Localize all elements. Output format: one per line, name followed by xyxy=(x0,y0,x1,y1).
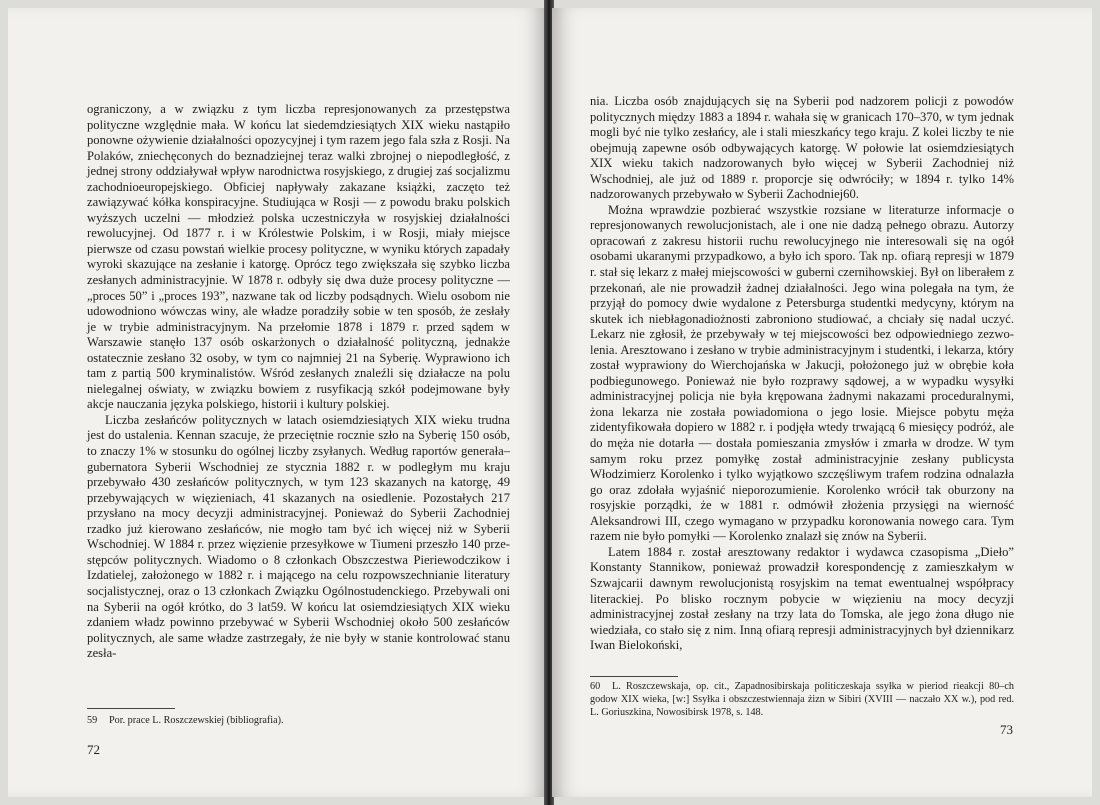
page-number-right: 73 xyxy=(1000,722,1013,737)
left-page-body xyxy=(87,102,510,662)
left-page xyxy=(8,8,546,797)
footnote-text: L. Roszczewskaja, op. cit., Zapadnosibirskaja politiczeskaja ssyłka w pieriod rieakcji 80–ch godow XIX wieka, [w:] Ssyłka i obszczestwiennaja żizn w Sibiri (XVIII — naczało XX w.), pod red. L. Goriuszkina, Nowosibirsk 1978, s. 148. xyxy=(590,681,1014,718)
footnote-rule xyxy=(87,708,175,709)
left-footnote xyxy=(87,714,510,727)
page-number-left: 72 xyxy=(87,742,100,757)
footnote-rule xyxy=(590,676,678,677)
footnote-number: 60 xyxy=(590,681,601,692)
footnote-number: 59 xyxy=(87,715,98,726)
left-paragraph-2: Liczba zesłańców politycznych w latach osiemdziesiątych XIX wieku trudna jest do ustalenia. Kennan szacuje, że przeciętnie rocznie szło na Syberię 150 osób, to znaczy 1% w stosunku do ogólnej liczby zsyłanych. Według raportów generała–gubernatora Syberii Wschodniej ze stycznia 1882 r. w podległym mu kraju przebywało 430 zesłańców politycznych, w tym 123 skazanych na katorgę, 49 przebywających w więzieniach, 41 skazanych na osiedlenie. Pozostałych 217 przysłano na mocy decyzji administracyjnej. Ponieważ do Syberii Zachodniej rzadko już kierowano zesłańców, nie mogło tam być ich więcej niż w Syberii Wschodniej. W 1884 r. przez więzienie przesyłkowe w Tiumeni przeszło 140 przestępców politycznych. Wiadomo o 8 członkach Obszczestwa Pieriewodczikow i Izdatielej, założonego w 1882 r. i mającego na celu rozpowszechnianie literatury socjalistycznej, oraz o 13 członkach Związku Ogólnostudenckiego. Przebywali oni na Syberii na ogół krótko, do 3 lat59. W końcu lat osiemdziesiątych XIX wieku zdaniem władz powinno przebywać w Syberii Wschodniej około 500 zesłańców politycznych, ale same władze zastrzegały, że nie były w stanie kontrolować stanu zesła- xyxy=(87,412,510,661)
footnote-text: Por. prace L. Roszczewskiej (bibliografia). xyxy=(109,715,284,726)
right-footnote xyxy=(590,680,1014,719)
right-page-body xyxy=(590,94,1014,654)
right-paragraph-2: Można wprawdzie pozbierać wszystkie rozsiane w literaturze informacje o represjonowanych rewolucjonistach, ale i one nie dadzą pełnego obrazu. Autorzy opracowań z zakresu historii ruchu rewolucyjnego nie interesowali się na ogół osobami ukaranymi przypadkowo, a było ich sporo. Tak np. ofiarą represji w 1879 r. stał się lekarz z małej miejscowości w guberni czernihowskiej. Był on liberałem z przekonań, ale nie prowadził żadnej działalności. Jego wina polegała na tym, że przyjął do pomocy dwie wydalone z Petersburga studentki medycyny, którym na skutek ich niebłagonadiożnosti zabroniono studiować, a chciały się nadal uczyć. Lekarz nie zgłosił, że przebywały w tej miejscowości bez odpowiedniego zezwolenia. Aresztowano i zesłano w trybie administracyjnym i studentki, i lekarza, który został wyprawiony do Wierchojańska w Jakucji, położonego już w obrębie koła podbiegunowego. Ponieważ nie było rozprawy sądowej, a w wypadku wysyłki administracyjnej policja nie była krępowana żadnymi nakazami proceduralnymi, żona lekarza nie została powiadomiona o jego losie. Miejsce pobytu męża zidentyfikowała dopiero w 1882 r. i podjęła wtedy trwającą 6 miesięcy podróż, ale do męża nie dotarła — dostała pomieszania zmysłów i zmarła w drodze. W tym samym roku przez pomyłkę został administracyjnie zesłany publicysta Włodzimierz Korolenko i tylko wyjątkowo szczęśliwym trafem rodzina odnalazła go oraz zdołała wyjaśnić nieporozumienie. Korolenko wrócił tak oburzony na rosyjskie porządki, że w 1881 r. odmówił złożenia przysięgi na wierność Aleksandrowi III, czego wymagano w przypadku koronowania nowego cara. Tym razem nie było pomyłki — Korolenko znalazł się znów na Syberii. xyxy=(590,202,1014,544)
right-page xyxy=(552,8,1092,797)
right-paragraph-1: nia. Liczba osób znajdujących się na Syberii pod nadzorem policji z powodów politycznych między 1883 a 1894 r. wahała się w granicach 170–370, w tym jednak mogli być nie tylko zesłańcy, ale i stali mieszkańcy tego kraju. Z kolei liczby te nie obejmują zapewne osób odbywających katorgę. W połowie lat osiemdziesiątych XIX wieku takich nadzorowanych było więcej w Syberii Zachodniej niż Wschodniej, ale już od 1889 r. proporcje się odwróciły; w 1894 r. tylko 14% nadzorowanych przebywało w Syberii Zachodniej60. xyxy=(590,94,1014,202)
right-paragraph-3: Latem 1884 r. został aresztowany redaktor i wydawca czasopisma „Dieło” Konstanty Stannikow, ponieważ prowadził korespondencję z zamieszkałym w Szwajcarii dawnym rewolucjonistą rosyjskim na temat ewentualnej współpracy literackiej. Po blisko rocznym pobycie w więzieniu na mocy decyzji administracyjnej został zesłany na trzy lata do Tomska, ale jego żona długo nie wiedziała, co stało się z nim. Inną ofiarą represji administracyjnych był dziennikarz Iwan Bielokoński, xyxy=(590,544,1014,653)
left-paragraph-1: ograniczony, a w związku z tym liczba represjonowanych za przestępstwa polityczne względnie mała. W końcu lat siedemdziesiątych XIX wieku nastąpiło ponowne ożywienie działalności opozycyjnej i tym razem jego fala szła z Rosji. Na Polaków, zniechęconych do beznadziejnej teraz walki zbrojnej o niepodległość, z jednej strony oddziaływał wpływ narodnictwa rosyjskiego, z drugiej zaś socjalizmu zachodnioeuropejskiego. Obficiej napływały zakazane książki, zaczęto też zawiązywać kółka konspiracyjne. Studiująca w Rosji — z powodu braku polskich wyższych uczelni — młodzież polska uczestniczyła w rosyjskiej działalności rewolucyjnej. Od 1877 r. i w Królestwie Polskim, i w Rosji, miały miejsce pierwsze od czasu powstań wielkie procesy polityczne, w wyniku których zapadały wyroki skazujące na zesłanie i katorgę. Oprócz tego zwiększała się szybko liczba zesłanych administracyjnie. W 1878 r. odbyły się dwa duże procesy polityczne — „proces 50” i „proces 193”, nazwane tak od liczby podsądnych. Wielu osobom nie udowodniono wówczas winy, ale władze poradziły sobie w ten sposób, że zesłały je w trybie administracyjnym. Na przełomie 1878 i 1879 r. przed sądem w Warszawie stanęło 137 osób oskarżonych o działalność polityczną, jednakże ostatecznie zesłano 32 osoby, w tym co najmniej 21 na Syberię. Wyprawiono ich tam z partią 500 kryminalistów. Wśród zesłanych znaleźli się działacze na polu nielegalnej oświaty, w związku bowiem z rusyfikacją szkół podejmowane były akcje nauczania języka polskiego, historii i kultury polskiej. xyxy=(87,102,510,412)
